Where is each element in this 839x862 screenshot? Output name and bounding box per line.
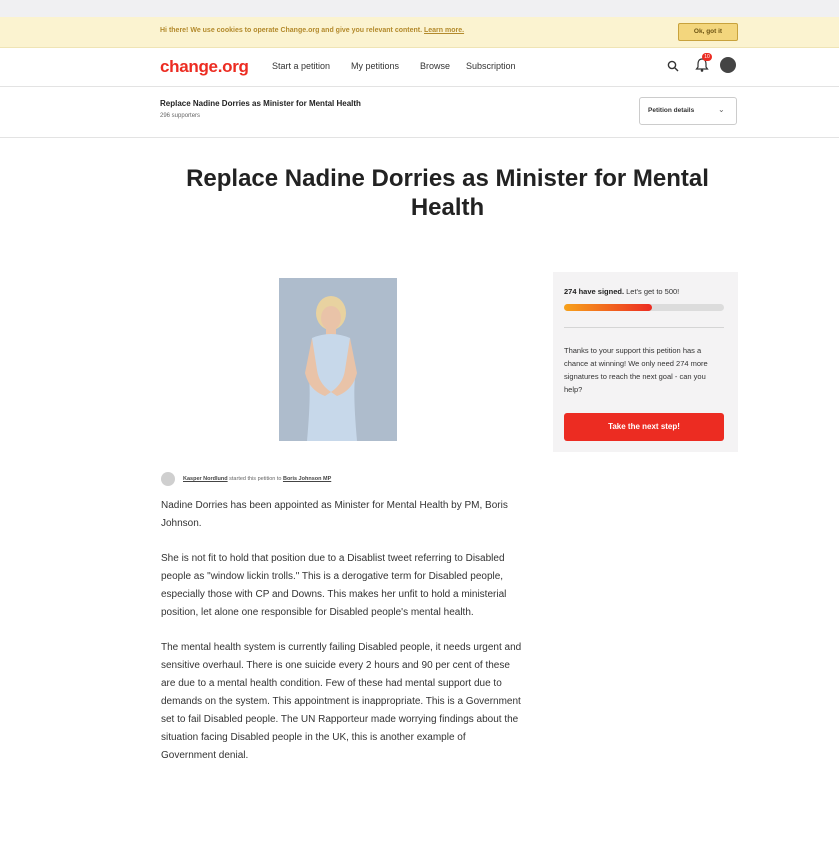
petition-headline: Replace Nadine Dorries as Minister for Mental Health (186, 165, 709, 221)
body-paragraph: The mental health system is currently failing Disabled people, it needs urgent and sensitive overhaul. There is one suicide every 2 hours and 90 per cent of these are due to a mental health condition. Few of these had mental support due to demands on the system. This appointment is inappropriate. This is a Government set to fail Disabled people. The UN Rapporteur made worrying findings about the situation facing Disabled people in the UK, this is another example of Government denial. (161, 642, 522, 761)
nav-start-petition[interactable]: Start a petition (272, 61, 331, 71)
petition-details-label: Petition details (648, 107, 695, 114)
support-message: Thanks to your support this petition has a chance at winning! We only need 274 more signatures to reach the next goal - can you help? (564, 346, 708, 394)
chevron-down-icon: ⌄ (718, 105, 725, 114)
signature-progress-fill (564, 304, 652, 311)
signature-panel (553, 272, 738, 452)
body-paragraph: Nadine Dorries has been appointed as Minister for Mental Health by PM, Boris Johnson. (161, 500, 508, 529)
signed-goal-text: Let's get to 500! (626, 287, 680, 296)
notification-badge: 10 (702, 53, 712, 61)
cookie-accept-button[interactable]: Ok, got it (678, 23, 738, 41)
nav-browse[interactable]: Browse (420, 61, 451, 71)
body-paragraph: She is not fit to hold that position due to a Disablist tweet referring to Disabled people as "window lickin trolls." This is a derogative term for Disabled people, especially those with CP and Downs. This makes her unfit to hold a ministerial position, let alone one responsible for Disabled people's mental health. (161, 553, 507, 618)
signature-count (564, 287, 679, 296)
change-org-logo[interactable]: change.org (160, 57, 249, 76)
user-avatar[interactable] (720, 57, 736, 73)
browser-top-strip (0, 0, 839, 17)
petition-target-link[interactable]: Boris Johnson MP (282, 476, 332, 482)
petition-body (161, 497, 523, 782)
signed-count-bold: 274 have signed. (564, 287, 625, 296)
starter-name-link[interactable]: Kasper Nordlund (183, 476, 228, 482)
supporters-count: 296 supporters (160, 113, 201, 119)
subbar-title: Replace Nadine Dorries as Minister for Mental Health (160, 99, 361, 108)
person-illustration (279, 278, 397, 441)
panel-divider (564, 327, 724, 328)
take-next-step-button[interactable]: Take the next step! (564, 413, 724, 441)
cookie-text (160, 27, 464, 34)
signature-progress-bar (564, 304, 724, 311)
petition-photo (279, 278, 397, 441)
starter-text (183, 476, 331, 482)
cookie-message: Hi there! We use cookies to operate Change.org and give you relevant content. (160, 27, 423, 34)
petition-details-dropdown[interactable] (639, 97, 737, 125)
cookie-banner (0, 17, 839, 48)
starter-avatar (161, 472, 175, 486)
petition-subbar (0, 87, 839, 138)
cookie-learn-more-link[interactable]: Learn more. (424, 27, 465, 34)
search-icon[interactable] (667, 60, 679, 72)
nav-subscription[interactable]: Subscription (466, 61, 516, 71)
top-nav (0, 48, 839, 87)
starter-action: started this petition to (229, 476, 282, 482)
nav-my-petitions[interactable]: My petitions (351, 61, 400, 71)
